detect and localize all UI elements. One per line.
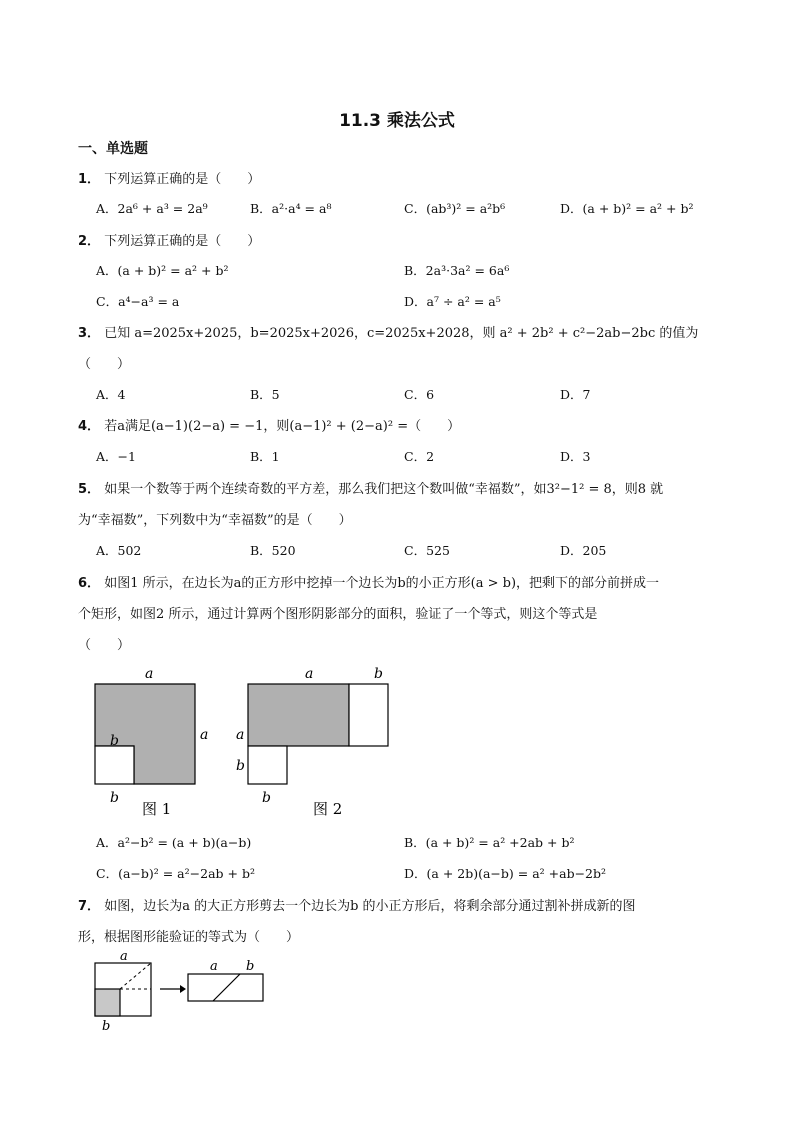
question-number: 6． bbox=[78, 576, 101, 591]
question-number: 1． bbox=[78, 172, 101, 187]
q7-label-a: a bbox=[120, 949, 128, 964]
question-number: 7． bbox=[78, 899, 101, 914]
q1-option-c: C．(ab³)² = a²b⁶ bbox=[404, 201, 506, 216]
question-number: 2． bbox=[78, 234, 101, 249]
fig2-caption: 图 2 bbox=[313, 800, 343, 818]
q6-option-b: B．(a + b)² = a² +2ab + b² bbox=[404, 835, 575, 850]
q4-option-a: A．−1 bbox=[96, 449, 136, 464]
q7-rect-label-b: b bbox=[246, 959, 255, 974]
q3-option-b: B．5 bbox=[250, 387, 280, 402]
question-number: 3． bbox=[78, 326, 101, 341]
question-stem: 若a满足(a−1)(2−a) = −1，则(a−1)² + (2−a)² =（ ） bbox=[104, 419, 461, 434]
fig2-white-rect bbox=[349, 684, 388, 746]
q2-option-b: B．2a³·3a² = 6a⁶ bbox=[404, 263, 510, 278]
q5-option-c: C．525 bbox=[404, 543, 450, 558]
fig1-small-square bbox=[95, 746, 134, 784]
q1-option-b: B．a²·a⁴ = a⁸ bbox=[250, 201, 332, 216]
q7-new-rectangle bbox=[188, 974, 263, 1001]
q5-option-d: D．205 bbox=[560, 543, 607, 558]
question-stem: 如图1 所示，在边长为a的正方形中挖掉一个边长为b的小正方形(a > b)，把剩下的部分前拼成一 bbox=[104, 576, 660, 591]
question-6-line-2: 个矩形，如图2 所示，通过计算两个图形阴影部分的面积，验证了一个等式，则这个等式是 bbox=[78, 607, 598, 622]
arrow-head-icon bbox=[180, 985, 186, 993]
question-stem: 下列运算正确的是（ ） bbox=[104, 234, 261, 249]
q7-label-b: b bbox=[102, 1019, 111, 1034]
fig2-label-b-bottom: b bbox=[262, 790, 271, 806]
q1-option-a: A．2a⁶ + a³ = 2a⁹ bbox=[96, 201, 208, 216]
fig2-label-b-left: b bbox=[236, 758, 245, 774]
fig1-caption: 图 1 bbox=[142, 800, 172, 818]
fig2-label-a-top: a bbox=[305, 666, 314, 682]
question-5-line-2: 为“幸福数”，下列数中为“幸福数”的是（ ） bbox=[78, 513, 352, 528]
question-6-line-3: （ ） bbox=[78, 638, 131, 653]
q5-option-b: B．520 bbox=[250, 543, 296, 558]
question-stem: 下列运算正确的是（ ） bbox=[104, 172, 261, 187]
q2-option-d: D．a⁷ ÷ a² = a⁵ bbox=[404, 294, 501, 309]
q2-option-a: A．(a + b)² = a² + b² bbox=[96, 263, 229, 278]
fig2-shaded-rect bbox=[248, 684, 349, 746]
question-3-line-2: （ ） bbox=[78, 357, 131, 372]
fig2-label-b-top: b bbox=[374, 666, 383, 682]
q4-option-b: B．1 bbox=[250, 449, 280, 464]
question-stem: 如果一个数等于两个连续奇数的平方差，那么我们把这个数叫做“幸福数”，如3²−1² = 8，则8 就 bbox=[104, 482, 664, 497]
q1-option-d: D．(a + b)² = a² + b² bbox=[560, 201, 694, 216]
fig1-label-b-bottom: b bbox=[110, 790, 119, 806]
q3-option-a: A．4 bbox=[96, 387, 126, 402]
fig1-label-a-top: a bbox=[145, 666, 154, 682]
q5-option-a: A．502 bbox=[96, 543, 142, 558]
q4-option-d: D．3 bbox=[560, 449, 591, 464]
q6-option-c: C．(a−b)² = a²−2ab + b² bbox=[96, 866, 255, 881]
question-7-line-2: 形，根据图形能验证的等式为（ ） bbox=[78, 930, 300, 945]
question-stem: 已知 a=2025x+2025，b=2025x+2026，c=2025x+2028，则 a² + 2b² + c²−2ab−2bc 的值为 bbox=[104, 326, 699, 341]
fig2-label-a-left: a bbox=[236, 727, 245, 743]
question-stem: 如图，边长为a 的大正方形剪去一个边长为b 的小正方形后，将剩余部分通过割补拼成新的图 bbox=[104, 899, 636, 914]
q4-option-c: C．2 bbox=[404, 449, 435, 464]
q6-option-a: A．a²−b² = (a + b)(a−b) bbox=[96, 835, 252, 850]
fig1-label-b-inner: b bbox=[110, 733, 119, 749]
q2-option-c: C．a⁴−a³ = a bbox=[96, 294, 180, 309]
q3-option-d: D．7 bbox=[560, 387, 591, 402]
section-title: 一、单选题 bbox=[78, 141, 148, 157]
page-title: 11.3 乘法公式 bbox=[339, 111, 455, 131]
fig1-label-a-right: a bbox=[200, 727, 209, 743]
q3-option-c: C．6 bbox=[404, 387, 435, 402]
fig2-small-square bbox=[248, 746, 287, 784]
q6-option-d: D．(a + 2b)(a−b) = a² +ab−2b² bbox=[404, 866, 607, 881]
q7-small-square bbox=[95, 989, 120, 1016]
q7-rect-label-a: a bbox=[210, 959, 218, 974]
question-number: 4． bbox=[78, 419, 101, 434]
question-7 bbox=[78, 895, 636, 914]
question-number: 5． bbox=[78, 482, 101, 497]
